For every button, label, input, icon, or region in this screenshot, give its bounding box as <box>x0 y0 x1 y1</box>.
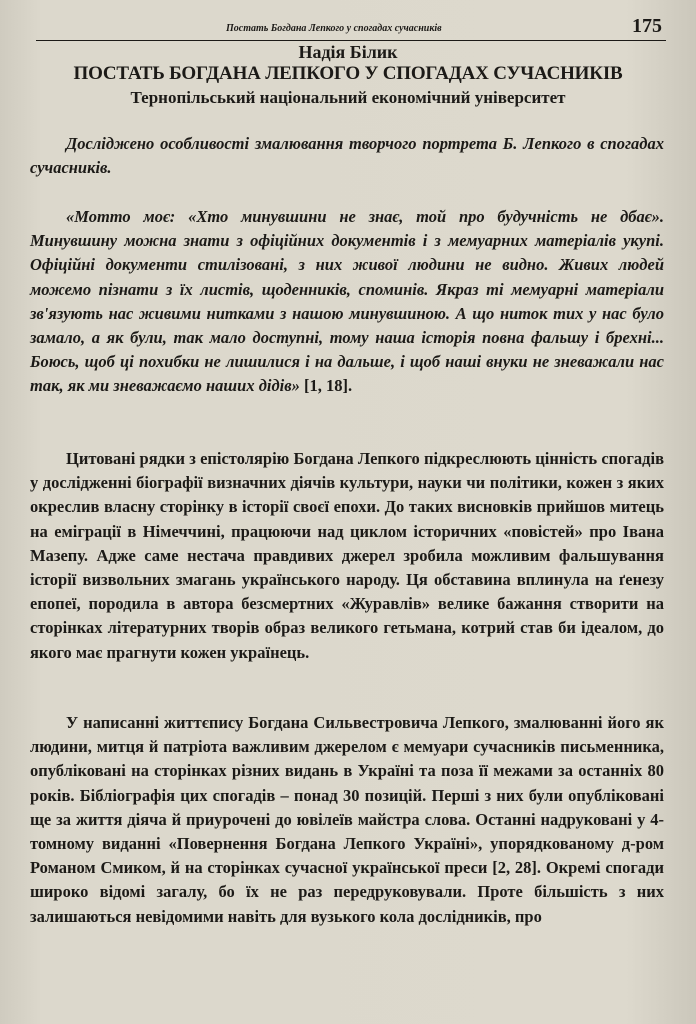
motto-quote: «Мотто моє: «Хто минувшини не знає, той про будучність не дбає». Минувшину можна знати з офіційних документів і з мемуарних матеріалів укупі. Офіційні документи стилізовані, з них живої людини не видно. Живих людей можемо пізнати з їх листів, щоденників, споминів. Якраз ті мемуарні матеріали зв'язують нас живими нитками з нашою минувшиною. А що ниток тих у нас було замало, а як були, так мало доступні, тому наша історія повна фальшу і брехні... Боюсь, щоб ці похибки не лишилися і на дальше, і щоб наші внуки не зневажали нас так, як ми зневажаємо наших дідів» <box>30 207 664 396</box>
author-name: Надія Білик <box>298 42 398 62</box>
motto-reference: [1, 18]. <box>299 376 353 396</box>
abstract: Досліджено особливості змалювання творчого портрета Б. Лепкого в спогадах сучасників. <box>30 134 664 177</box>
author-affiliation: Тернопільський національний економічний університет <box>130 88 566 107</box>
body-paragraph-2: У написанні життєпису Богдана Сильвестровича Лепкого, змалюванні його як людини, митця й патріота важливим джерелом є мемуари сучасників письменника, опубліковані на сторінках різних видань в Україні та поза її межами за останніх 80 років. Бібліографія цих спогадів – понад 30 позицій. Перші з них були опубліковані ще за життя діяча й приурочені до ювілеїв майстра слова. Останні надруковані у 4-томному виданні «Повернення Богдана Лепкого Україні», упорядкованому д-ром Романом Смиком, й на сторінках сучасної української преси [2, 28]. Окремі спогади широко відомі загалу, бо їх не раз передруковували. Проте більшість з них залишаються невідомими навіть для вузького кола дослідників, про <box>30 713 664 926</box>
running-title: Постать Богдана Лепкого у спогадах сучасників <box>226 23 442 34</box>
running-header <box>36 14 666 41</box>
motto-paragraph <box>30 205 664 399</box>
body-paragraph-1: Цитовані рядки з епістолярію Богдана Лепкого підкреслюють цінність спогадів у дослідженні біографії визначних діячів культури, науки чи політики, кожен з яких окреслив власну сторінку в історії своєї епохи. До таких висновків прийшов митець на еміграції в Німеччині, працюючи над циклом історичних «повістей» про Івана Мазепу. Адже саме нестача правдивих джерел зробила можливим фальшування історії визвольних змагань українського народу. Ця обставина вплинула на ґенезу епопеї, породила в автора безсмертних «Журавлів» велике бажання створити на сторінках літературних творів образ великого гетьмана, котрий став би ідеалом, до якого має прагнути кожен українець. <box>30 449 664 662</box>
article-title: ПОСТАТЬ БОГДАНА ЛЕПКОГО У СПОГАДАХ СУЧАСНИКІВ <box>73 63 623 84</box>
page-number: 175 <box>632 15 662 37</box>
